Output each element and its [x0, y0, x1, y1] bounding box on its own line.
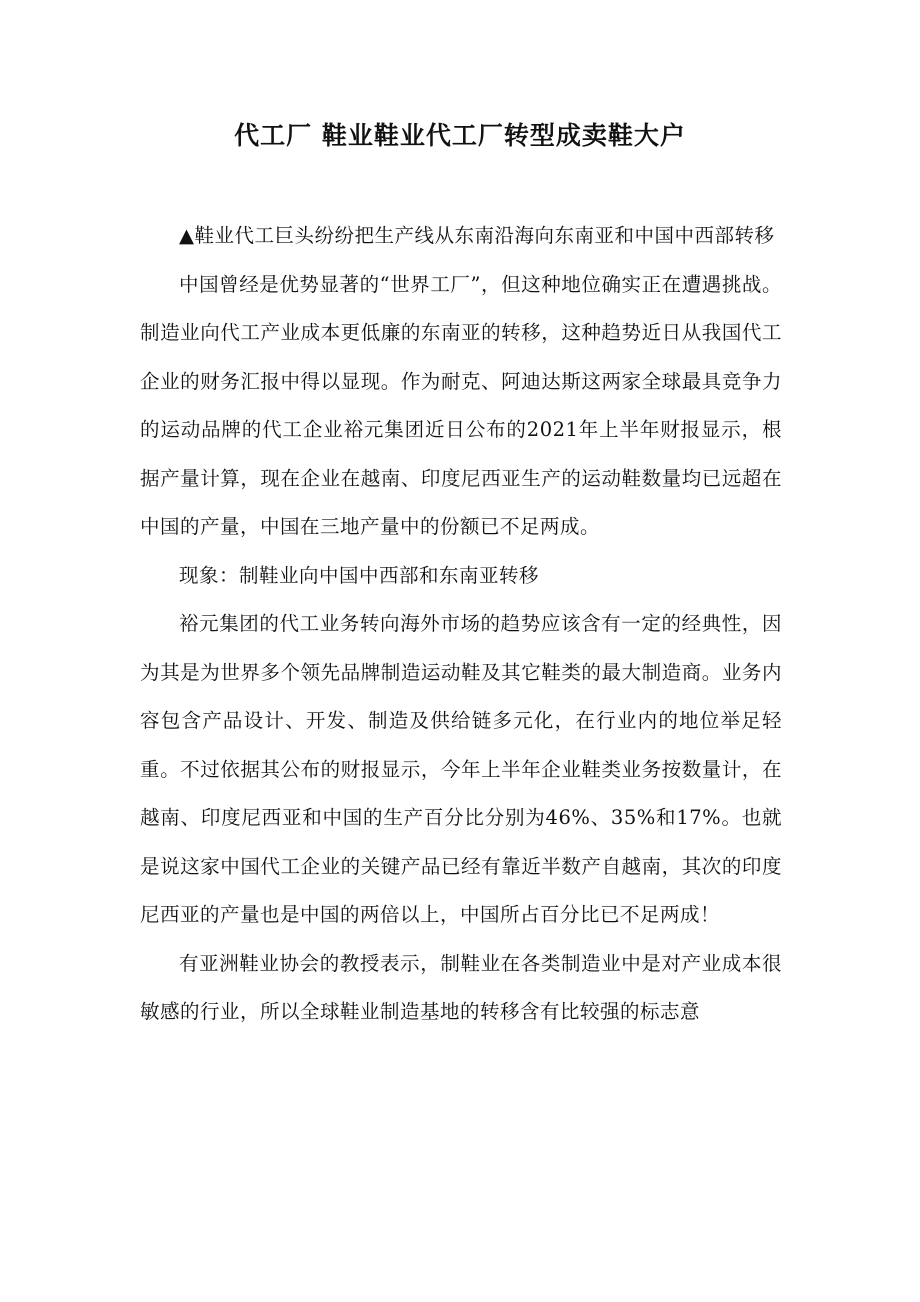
paragraph-association: 有亚洲鞋业协会的教授表示，制鞋业在各类制造业中是对产业成本很敏感的行业，所以全球鞋业制造基地的转移含有比较强的标志意: [140, 951, 782, 1023]
paragraph-subheading: 现象：制鞋业向中国中西部和东南亚转移: [179, 563, 540, 587]
document-body: [140, 212, 782, 1037]
paragraph-yuyuan: 裕元集团的代工业务转向海外市场的趋势应该含有一定的经典性，因为其是为世界多个领先品牌制造运动鞋及其它鞋类的最大制造商。业务内容包含产品设计、开发、制造及供给链多元化，在行业内的地位举足轻重。不过依据其公布的财报显示，今年上半年企业鞋类业务按数量计，在越南、印度尼西亚和中国的生产百分比分别为46%、35%和17%。也就是说这家中国代工企业的关键产品已经有靠近半数产自越南，其次的印度尼西亚的产量也是中国的两倍以上，中国所占百分比已不足两成！: [140, 612, 782, 926]
paragraph-caption: ▲鞋业代工巨头纷纷把生产线从东南沿海向东南亚和中国中西部转移: [179, 224, 775, 247]
paragraph-intro: 中国曾经是优势显著的“世界工厂”，但这种地位确实正在遭遇挑战。制造业向代工产业成本更低廉的东南亚的转移，这种趋势近日从我国代工企业的财务汇报中得以显现。作为耐克、阿迪达斯这两家全球最具竞争力的运动品牌的代工企业裕元集团近日公布的2021年上半年财报显示，根据产量计算，现在企业在越南、印度尼西亚生产的运动鞋数量均已远超在中国的产量，中国在三地产量中的份额已不足两成。: [140, 272, 782, 538]
document-title: 代工厂 鞋业鞋业代工厂转型成卖鞋大户: [234, 121, 686, 150]
